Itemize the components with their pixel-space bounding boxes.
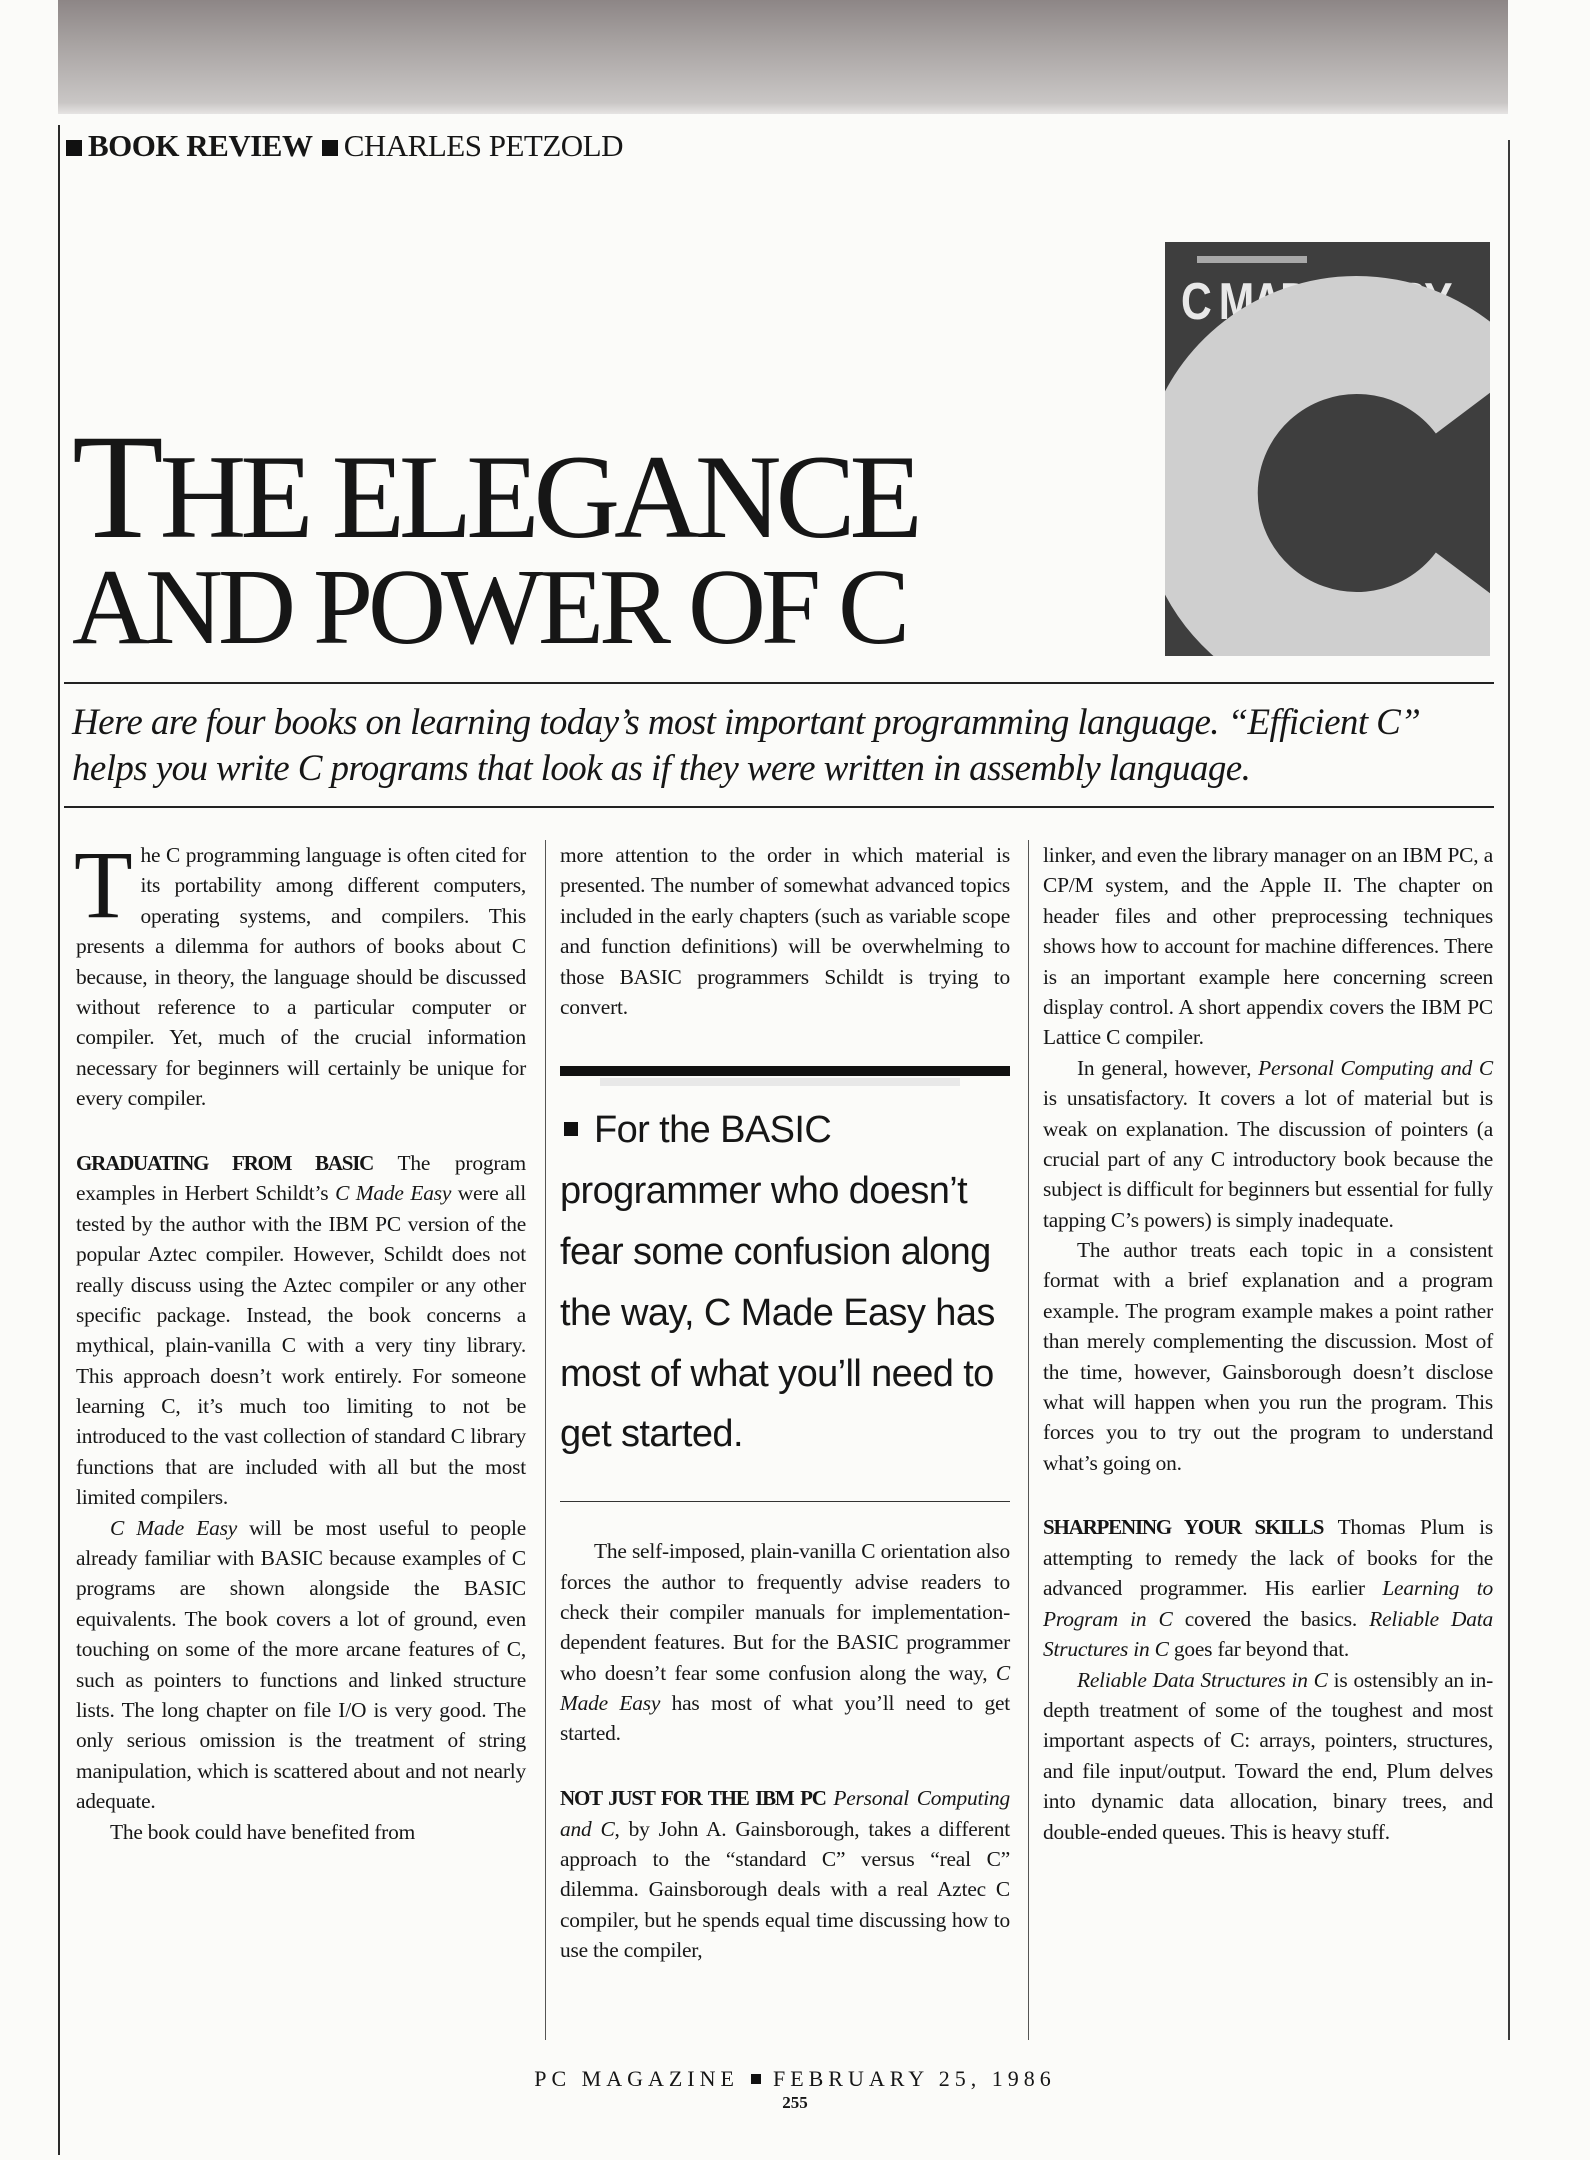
paragraph xyxy=(1043,1053,1493,1235)
right-margin-rule xyxy=(1508,140,1510,2040)
paragraph xyxy=(76,1148,526,1513)
paragraph-text: has most of what you’ll need to get started. xyxy=(560,1691,1010,1746)
pull-quote-bottom-rule xyxy=(560,1501,1010,1502)
paragraph-text: is ostensibly an in-depth treatment of some of the toughest and most important aspects of C: arrays, pointers, structures, and file input/output. Toward the end, Plum delves into dynamic data allocation, binary trees, and double-ended queues. This is heavy stuff. xyxy=(1043,1667,1493,1844)
deck-top-rule xyxy=(64,682,1494,684)
paragraph-text: covered the basics. xyxy=(1172,1606,1370,1631)
column-1 xyxy=(74,831,526,1847)
page-number: 255 xyxy=(782,2093,808,2112)
subhead: GRADUATING FROM BASIC xyxy=(76,1150,374,1175)
headline xyxy=(72,404,917,667)
headline-initial: T xyxy=(72,404,160,570)
paragraph-text: is unsatisfactory. It covers a lot of material but is weak on explanation. The discussion of pointers (a crucial part of any C introductory book because the subject is difficult for beginners but essential for fully tapping C’s powers) is simply inadequate. xyxy=(1043,1086,1493,1232)
pull-quote-text: For the BASIC programmer who doesn’t fear some confusion along the way, C Made Easy has most of what you’ll need to get started. xyxy=(560,1109,995,1456)
paragraph: more attention to the order in which material is presented. The number of somewhat advanced topics included in the early chapters (such as variable scope and function definitions) will be overwhelming to those BASIC programmers Schildt is trying to convert. xyxy=(560,843,1010,1019)
byline: CHARLES PETZOLD xyxy=(343,128,623,163)
column-rule-2 xyxy=(1028,840,1029,2040)
paragraph: The book could have benefited from xyxy=(110,1819,416,1844)
cover-c-shape xyxy=(1199,335,1483,651)
book-title: C Made Easy xyxy=(560,1660,1010,1716)
drop-cap: T xyxy=(74,831,133,938)
section-kicker xyxy=(64,128,623,164)
subhead: SHARPENING YOUR SKILLS xyxy=(1043,1515,1324,1540)
column-rule-1 xyxy=(545,840,546,2040)
headline-line-2: AND POWER OF C xyxy=(72,547,906,667)
book-title: Reliable Data Structures in C xyxy=(1043,1606,1493,1662)
book-title: Personal Computing and C xyxy=(1258,1055,1493,1080)
paragraph xyxy=(1043,1512,1493,1664)
paragraph-text: were all tested by the author with the IBM PC version of the popular Aztec compiler. However, Schildt does not really discuss using the Aztec compiler or any other specific package. Instead, the book concerns a mythical, plain-vanilla C with a very tiny library. This approach doesn’t work entirely. For someone learning C, it’s much too limiting to not be introduced to the vast collection of standard C library functions that are included with all but the most limited compilers. xyxy=(76,1181,526,1510)
pull-quote xyxy=(560,1100,1010,1465)
paragraph xyxy=(76,1513,526,1817)
column-2 xyxy=(560,840,1010,1966)
paragraph-text: Thomas Plum is attempting to remedy the lack of books for the advanced programmer. His earlier xyxy=(1043,1515,1493,1601)
paragraph xyxy=(1043,1665,1493,1847)
subhead: NOT JUST FOR THE IBM PC xyxy=(560,1785,826,1810)
left-margin-rule xyxy=(58,125,60,2155)
pull-quote-ghost-strip xyxy=(600,1078,960,1086)
bullet-square-icon xyxy=(564,1122,578,1136)
paragraph-text: In general, however, xyxy=(1077,1055,1259,1080)
magazine-name: PC MAGAZINE xyxy=(534,2066,739,2091)
column-3 xyxy=(1043,840,1493,1847)
page-footer xyxy=(0,2066,1590,2092)
paragraph-text: goes far beyond that. xyxy=(1168,1637,1350,1662)
book-title: Learning to Program in C xyxy=(1043,1576,1493,1631)
section-name: BOOK REVIEW xyxy=(88,128,313,163)
paragraph xyxy=(74,831,526,1114)
bullet-square-icon xyxy=(751,2074,761,2084)
paragraph-text: he C programming language is often cited for its portability among different computers, operating systems, and compilers. This presents a dilemma for authors of books about C because, in theory, the language should be discussed without reference to a particular computer or compiler. Yet, much of the crucial information necessary for beginners will certainly be unique for every compiler. xyxy=(76,843,526,1111)
deck: Here are four books on learning today’s most important programming language. “Efficient C” helps you write C programs that look as if they were written in assembly language. xyxy=(72,702,1421,789)
paragraph-text: The program examples in Herbert Schildt’s xyxy=(76,1150,526,1206)
cover-publisher-strip xyxy=(1285,636,1355,644)
headline-line-1: HE ELEGANCE xyxy=(159,430,917,563)
bullet-square-icon xyxy=(66,140,82,156)
book-title: C Made Easy xyxy=(110,1515,238,1540)
paragraph-text: , by John A. Gainsborough, takes a different approach to the “standard C” versus “real C” dilemma. Gainsborough deals with a real Aztec C compiler, but he spends equal time discussing how to use the compiler, xyxy=(560,1816,1011,1963)
paragraph-text: will be most useful to people already familiar with BASIC because examples of C programs are shown alongside the BASIC equivalents. The book covers a lot of ground, even touching on some of the more arcane features of C, such as pointers to functions and linked structure lists. The long chapter on file I/O is very good. The only serious omission is the treatment of string manipulation, which is scattered about and not nearly adequate. xyxy=(76,1515,526,1814)
deck-bottom-rule xyxy=(64,806,1494,808)
top-photo-band xyxy=(58,0,1508,114)
paragraph xyxy=(560,1783,1010,1966)
paragraph-text: The self-imposed, plain-vanilla C orientation also forces the author to frequently advise readers to check their compiler manuals for implementation-dependent features. But for the BASIC programmer who doesn’t fear some confusion along the way, xyxy=(560,1539,1010,1685)
pull-quote-top-rule xyxy=(560,1066,1010,1076)
paragraph: linker, and even the library manager on an IBM PC, a CP/M system, and the Apple II. The chapter on header files and other preprocessing techniques shows how to account for machine differences. There is an important example here concerning screen display control. A short appendix covers the IBM PC Lattice C compiler. xyxy=(1043,843,1493,1050)
book-cover-image xyxy=(1165,242,1490,656)
book-title: C Made Easy xyxy=(335,1181,452,1206)
book-title: Personal Computing and C xyxy=(560,1785,1010,1841)
book-title: Reliable Data Structures in C xyxy=(1077,1667,1328,1692)
paragraph: The author treats each topic in a consistent format with a brief explanation and a program example. The program example makes a point rather than merely complementing the discussion. Most of the time, however, Gainsborough doesn’t disclose what will happen when you run the program. This forces you to try out the program to understand what’s going on. xyxy=(1043,1238,1493,1475)
issue-date: FEBRUARY 25, 1986 xyxy=(772,2066,1056,2091)
paragraph xyxy=(560,1536,1010,1749)
cover-title: C MADE EASY xyxy=(1181,273,1451,331)
cover-c-graphic xyxy=(1165,242,1490,656)
bullet-square-icon xyxy=(322,140,338,156)
